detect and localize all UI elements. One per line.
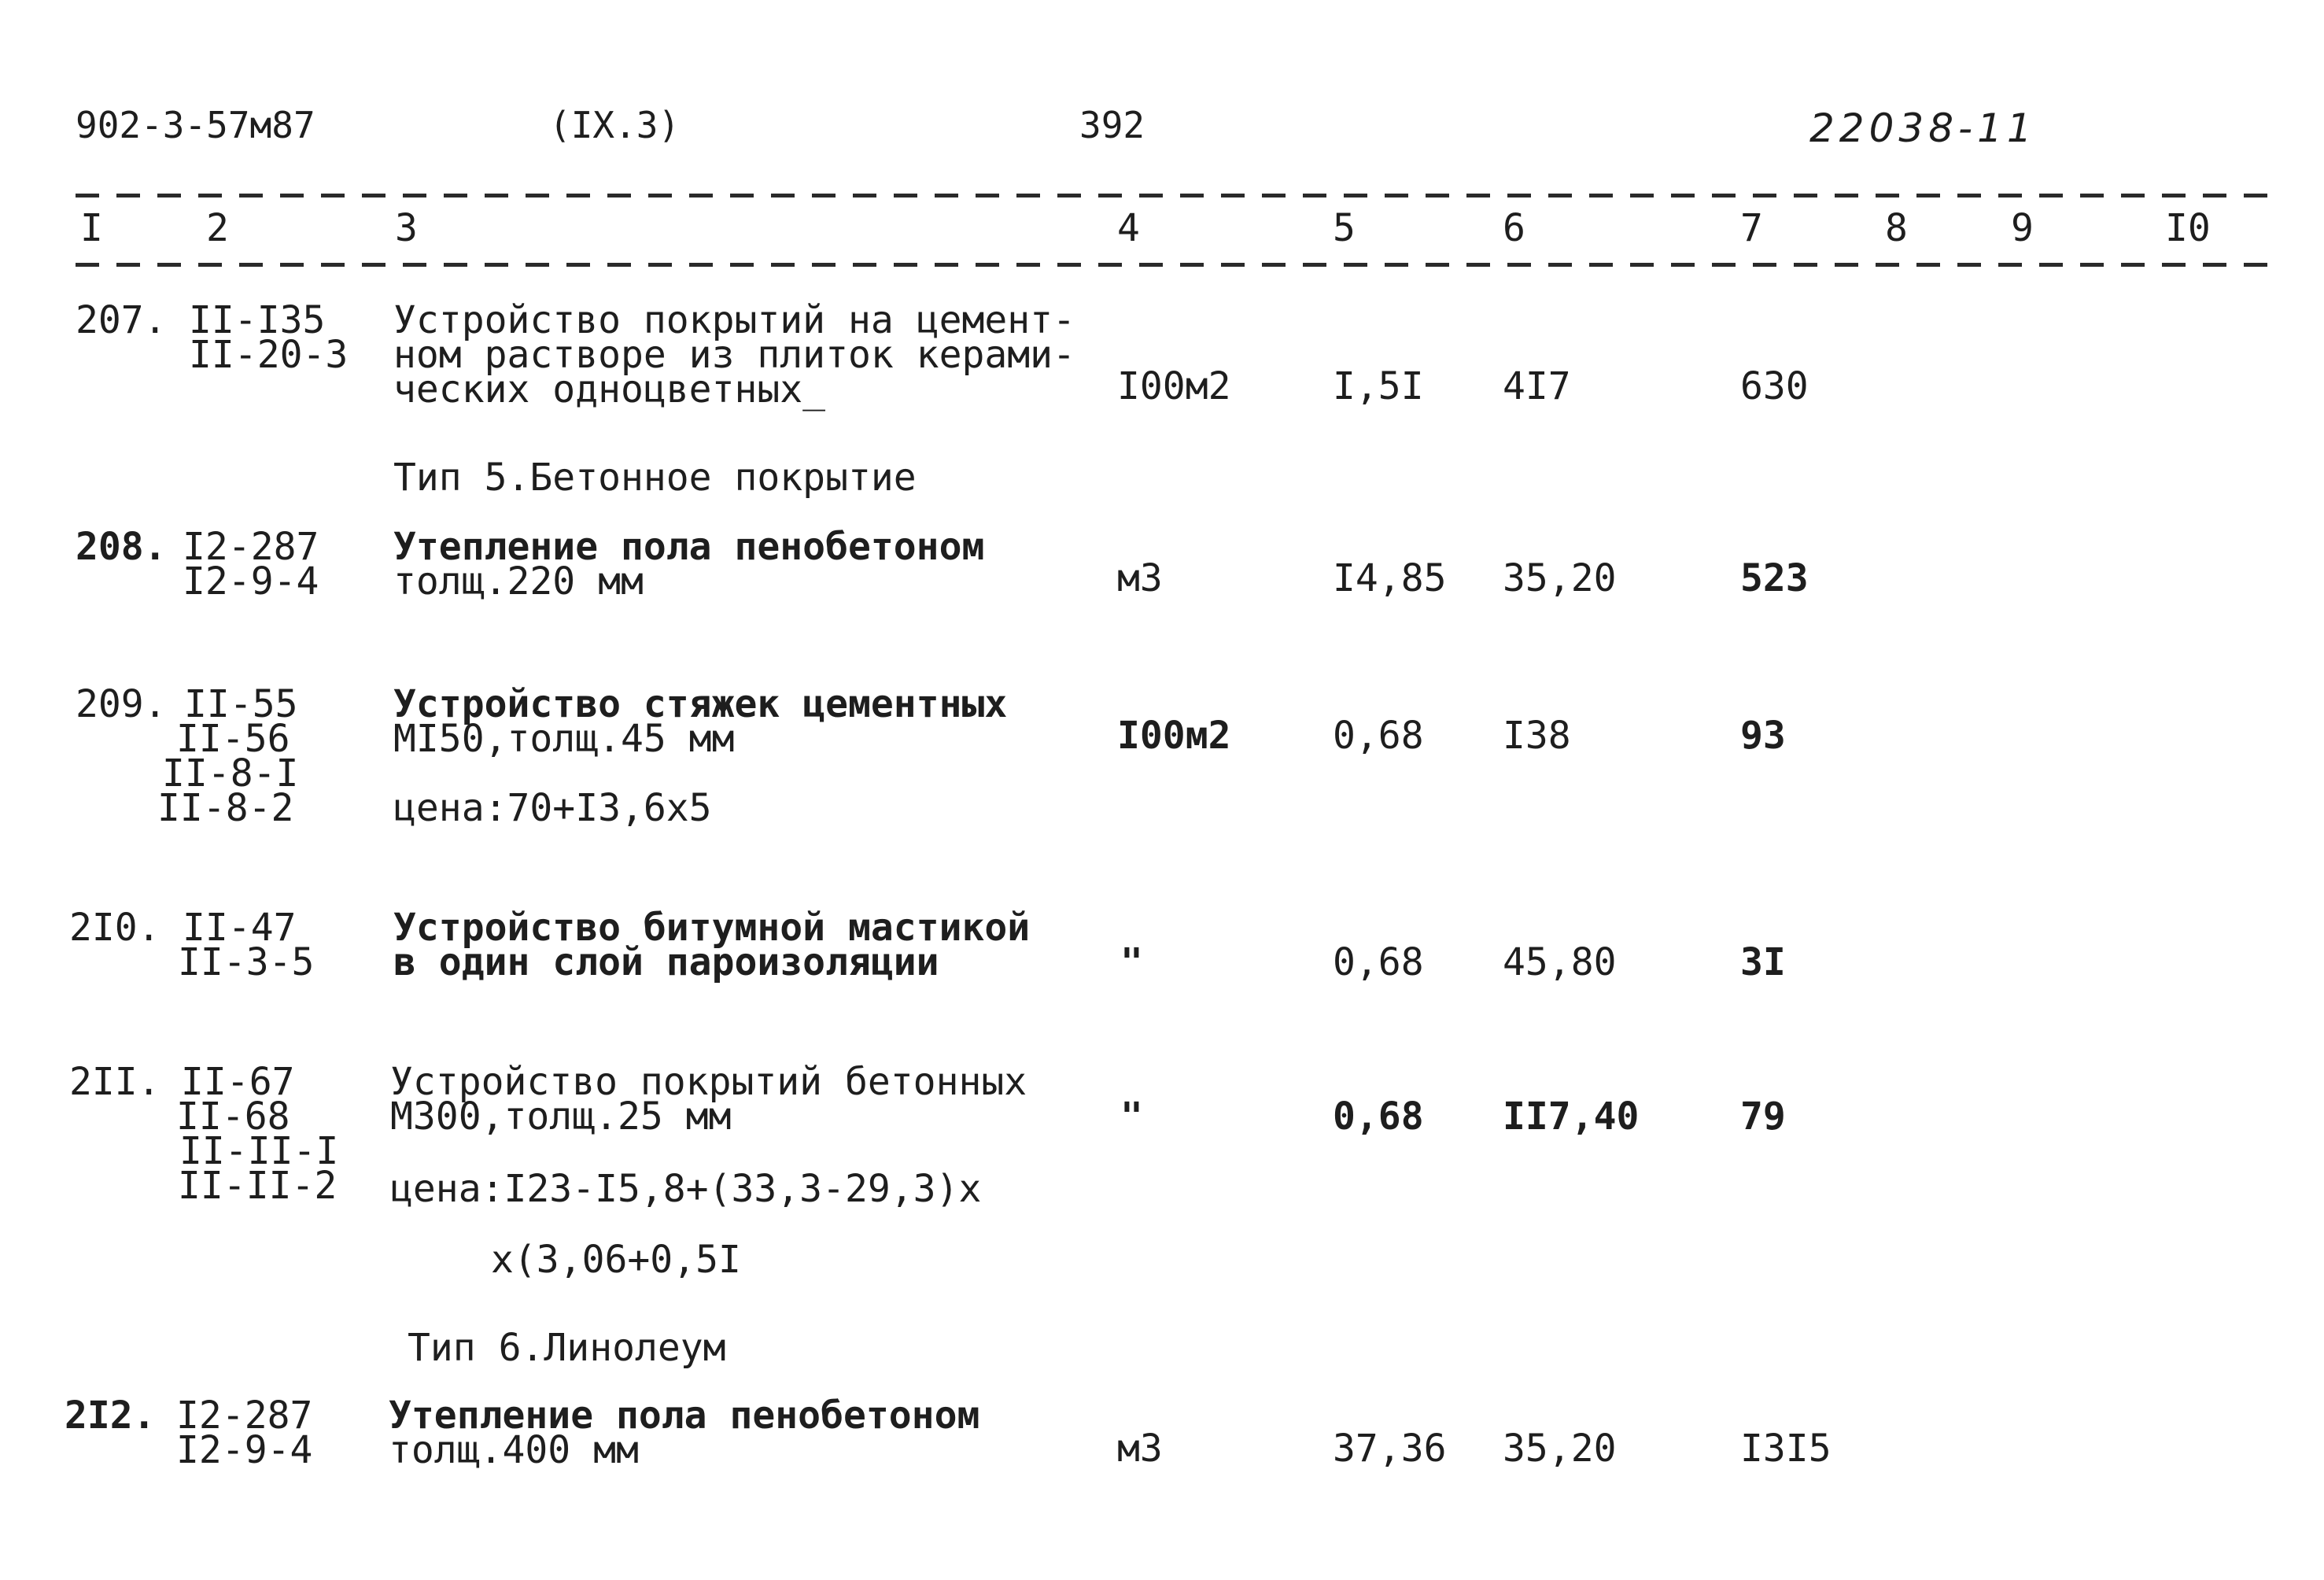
row-code: II-I35 xyxy=(189,298,326,342)
row-total: 79 xyxy=(1740,1095,1786,1139)
row-code: II-8-I xyxy=(162,751,299,796)
section-title: Тип 5.Бетонное покрытие xyxy=(393,456,917,500)
row-description: Устройство покрытий бетонных xyxy=(390,1060,1027,1104)
row-description: Утепление пола пенобетоном xyxy=(393,525,985,569)
column-header-8: 8 xyxy=(1885,206,1908,250)
row-unit-price: 45,80 xyxy=(1503,940,1617,984)
row-code: II-67 xyxy=(181,1060,295,1104)
row-description: М300,толщ.25 мм xyxy=(390,1095,732,1139)
column-header-6: 6 xyxy=(1503,206,1525,250)
row-price-note: цена:I23-I5,8+(33,3-29,3)х xyxy=(390,1167,982,1211)
column-header-1: I xyxy=(80,206,103,250)
row-price-note-continued: х(3,06+0,5I xyxy=(491,1238,741,1282)
header-rule-top xyxy=(76,194,2271,198)
row-unit: " xyxy=(1120,940,1143,984)
row-total: 523 xyxy=(1740,556,1809,600)
row-code: II-II-I xyxy=(179,1129,339,1173)
row-quantity: 0,68 xyxy=(1333,714,1424,758)
column-header-10: I0 xyxy=(2165,206,2211,250)
row-code: II-56 xyxy=(176,717,290,761)
row-description: Устройство битумной мастикой xyxy=(393,906,1031,950)
row-total: 93 xyxy=(1740,714,1786,758)
row-description: в один слой пароизоляции xyxy=(393,940,939,984)
row-description: ческих одноцветных_ xyxy=(393,367,826,412)
row-quantity: 37,36 xyxy=(1333,1427,1447,1471)
column-header-7: 7 xyxy=(1740,206,1763,250)
row-code: II-47 xyxy=(183,906,297,950)
handwritten-stamp: 22038-11 xyxy=(1809,105,2037,151)
row-number: 209. xyxy=(76,682,167,726)
row-code: II-68 xyxy=(176,1095,290,1139)
column-header-4: 4 xyxy=(1117,206,1140,250)
section-code: (IX.3) xyxy=(549,104,681,146)
page-number: 392 xyxy=(1079,104,1145,146)
row-description: толщ.220 мм xyxy=(393,559,644,604)
row-total: I3I5 xyxy=(1740,1427,1832,1471)
column-header-9: 9 xyxy=(2011,206,2034,250)
row-code: II-8-2 xyxy=(157,786,294,830)
row-number: 207. xyxy=(76,298,167,342)
row-code: II-3-5 xyxy=(178,940,315,984)
row-unit-price: 35,20 xyxy=(1503,556,1617,600)
row-description: Устройство покрытий на цемент- xyxy=(393,298,1075,342)
row-unit: " xyxy=(1120,1095,1143,1139)
row-code: I2-9-4 xyxy=(176,1428,313,1472)
row-unit: I00м2 xyxy=(1117,714,1231,758)
row-description: толщ.400 мм xyxy=(389,1428,639,1472)
row-total: 3I xyxy=(1740,940,1786,984)
row-code: I2-287 xyxy=(183,525,319,569)
row-price-note: цена:70+I3,6х5 xyxy=(393,786,712,830)
column-header-5: 5 xyxy=(1333,206,1356,250)
column-header-3: 3 xyxy=(395,206,418,250)
row-number: 208. xyxy=(76,525,167,569)
row-code: I2-287 xyxy=(176,1394,313,1438)
row-quantity: 0,68 xyxy=(1333,1095,1424,1139)
row-unit-price: 35,20 xyxy=(1503,1427,1617,1471)
row-unit-price: I38 xyxy=(1503,714,1571,758)
row-total: 630 xyxy=(1740,364,1809,408)
row-description: Устройство стяжек цементных xyxy=(393,682,1008,726)
row-code: II-II-2 xyxy=(178,1164,338,1208)
row-description: ном растворе из плиток керами- xyxy=(393,333,1075,377)
row-code: II-20-3 xyxy=(189,333,349,377)
row-number: 2I0. xyxy=(69,906,160,950)
document-code: 902-3-57м87 xyxy=(76,104,315,146)
row-code: I2-9-4 xyxy=(183,559,319,604)
section-title: Тип 6.Линолеум xyxy=(408,1326,726,1370)
column-header-2: 2 xyxy=(206,206,229,250)
row-number: 2I2. xyxy=(65,1394,156,1438)
row-unit: м3 xyxy=(1117,1427,1163,1471)
row-unit: м3 xyxy=(1117,556,1163,600)
row-description: МI50,толщ.45 мм xyxy=(393,717,735,761)
row-unit-price: II7,40 xyxy=(1503,1095,1640,1139)
header-rule-bottom xyxy=(76,263,2271,267)
row-quantity: I,5I xyxy=(1333,364,1424,408)
row-description: Утепление пола пенобетоном xyxy=(389,1394,980,1438)
row-quantity: I4,85 xyxy=(1333,556,1447,600)
row-quantity: 0,68 xyxy=(1333,940,1424,984)
row-unit: I00м2 xyxy=(1117,364,1231,408)
row-unit-price: 4I7 xyxy=(1503,364,1571,408)
row-code: II-55 xyxy=(184,682,298,726)
row-number: 2II. xyxy=(69,1060,160,1104)
